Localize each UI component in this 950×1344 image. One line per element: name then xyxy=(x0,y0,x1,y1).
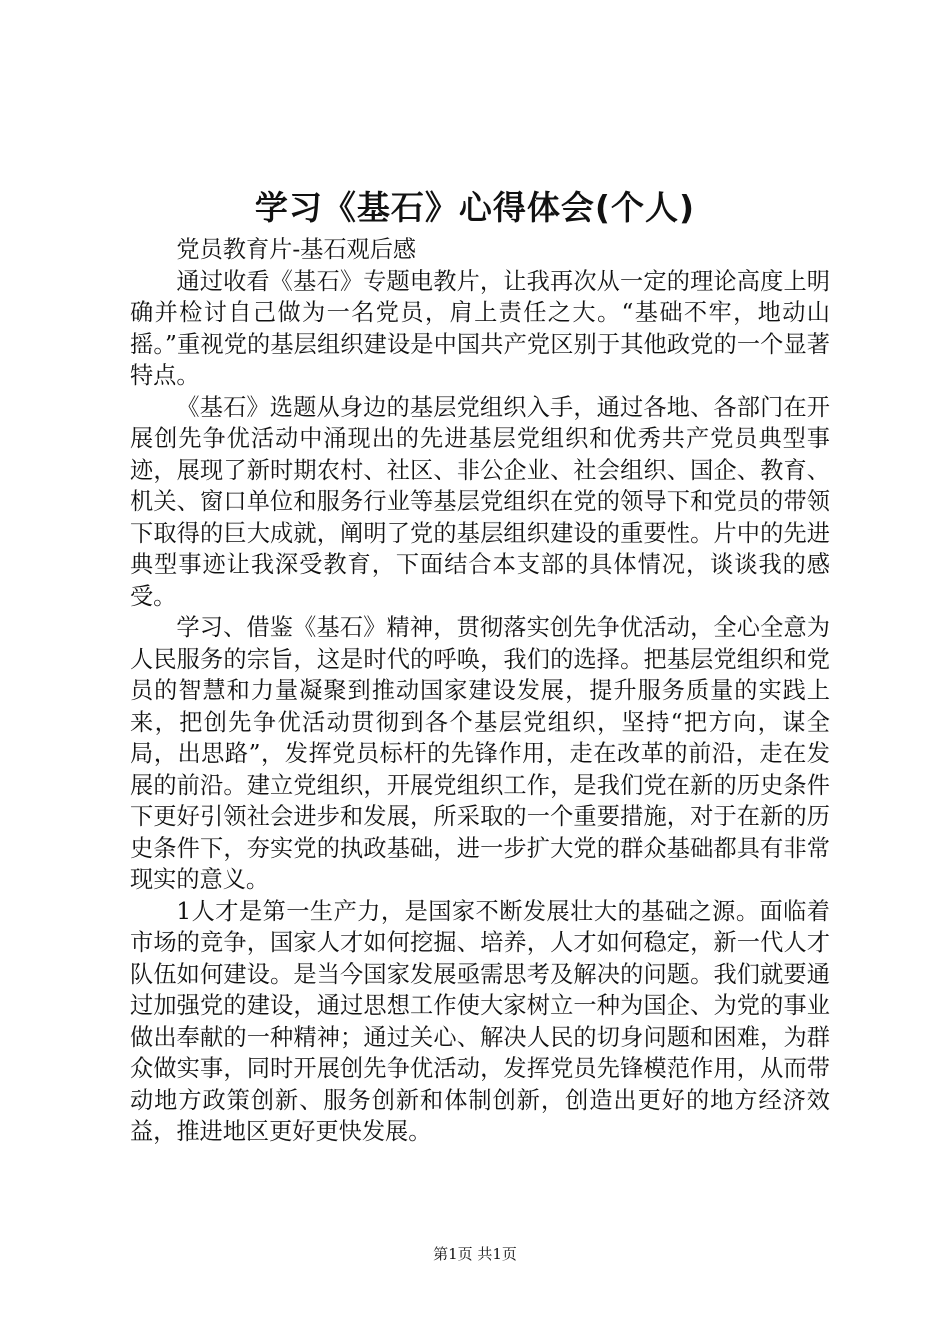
document-body xyxy=(130,234,830,1148)
page-footer: 第1页 共1页 xyxy=(433,1245,517,1263)
paragraph: 1人才是第一生产力，是国家不断发展壮大的基础之源。面临着市场的竞争，国家人才如何挖掘、培养，人才如何稳定，新一代人才队伍如何建设。是当今国家发展亟需思考及解决的问题。我们就要通过加强党的建设，通过思想工作使大家树立一种为国企、为党的事业做出奉献的一种精神；通过关心、解决人民的切身问题和困难，为群众做实事，同时开展创先争优活动，发挥党员先锋模范作用，从而带动地方政策创新、服务创新和体制创新，创造出更好的地方经济效益，推进地区更好更快发展。 xyxy=(130,897,830,1145)
document-title: 学习《基石》心得体会(个人) xyxy=(254,188,696,227)
paragraph: 《基石》选题从身边的基层党组织入手，通过各地、各部门在开展创先争优活动中涌现出的先进基层党组织和优秀共产党员典型事迹，展现了新时期农村、社区、非公企业、社会组织、国企、教育、机关、窗口单位和服务行业等基层党组织在党的领导下和党员的带领下取得的巨大成就，阐明了党的基层组织建设的重要性。片中的先进典型事迹让我深受教育，下面结合本支部的具体情况，谈谈我的感受。 xyxy=(130,393,830,610)
paragraph: 学习、借鉴《基石》精神，贯彻落实创先争优活动，全心全意为人民服务的宗旨，这是时代的呼唤，我们的选择。把基层党组织和党员的智慧和力量凝聚到推动国家建设发展，提升服务质量的实践上来，把创先争优活动贯彻到各个基层党组织，坚持“把方向，谋全局，出思路”，发挥党员标杆的先锋作用，走在改革的前沿，走在发展的前沿。建立党组织，开展党组织工作，是我们党在新的历史条件下更好引领社会进步和发展，所采取的一个重要措施，对于在新的历史条件下，夯实党的执政基础，进一步扩大党的群众基础都具有非常现实的意义。 xyxy=(130,614,830,893)
document-subtitle: 党员教育片-基石观后感 xyxy=(176,236,417,263)
paragraph: 通过收看《基石》专题电教片，让我再次从一定的理论高度上明确并检讨自己做为一名党员，肩上责任之大。“基础不牢，地动山摇。”重视党的基层组织建设是中国共产党区别于其他政党的一个显著特点。 xyxy=(130,267,830,389)
